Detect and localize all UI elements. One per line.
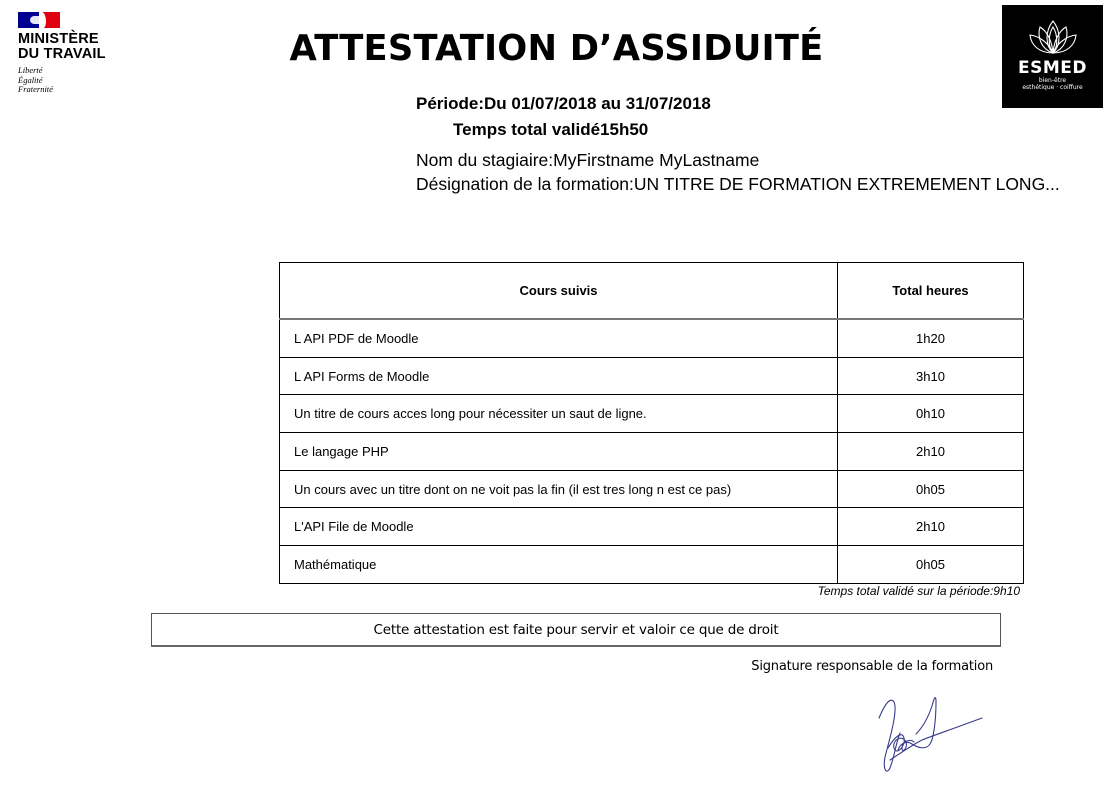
lotus-icon — [1027, 19, 1079, 55]
course-name: Le langage PHP — [280, 433, 838, 471]
esmed-tagline: bien-être — [1038, 77, 1067, 84]
trainee-name: Nom du stagiaire:MyFirstname MyLastname — [416, 150, 760, 170]
column-header-courses: Cours suivis — [280, 263, 838, 320]
period-total-time: Temps total validé sur la période:9h10 — [817, 584, 1020, 598]
period-text: Période:Du 01/07/2018 au 31/07/2018 — [416, 94, 711, 113]
table-row — [280, 433, 1024, 471]
course-name: Un titre de cours acces long pour nécessiter un saut de ligne. — [280, 395, 838, 433]
signature-image — [872, 688, 992, 778]
republic-motto: Liberté Égalité Fraternité — [18, 65, 53, 94]
table-header-row — [280, 263, 1024, 320]
course-hours: 2h10 — [838, 433, 1024, 471]
esmed-name: ESMED — [1018, 58, 1087, 78]
courses-table — [279, 262, 1024, 584]
table-row — [280, 546, 1024, 584]
table-row — [280, 508, 1024, 546]
course-name: L API PDF de Moodle — [280, 319, 838, 357]
course-name: Un cours avec un titre dont on ne voit pas la fin (il est tres long n est ce pas) — [280, 470, 838, 508]
course-name: L API Forms de Moodle — [280, 357, 838, 395]
total-validated-time: Temps total validé15h50 — [453, 120, 649, 139]
column-header-hours: Total heures — [838, 263, 1024, 320]
esmed-tagline-2: esthétique · coiffure — [1022, 84, 1083, 91]
table-row — [280, 357, 1024, 395]
course-hours: 0h05 — [838, 470, 1024, 508]
table-row — [280, 470, 1024, 508]
course-hours: 0h10 — [838, 395, 1024, 433]
course-hours: 1h20 — [838, 319, 1024, 357]
course-hours: 0h05 — [838, 546, 1024, 584]
formation-designation: Désignation de la formation:UN TITRE DE FORMATION EXTREMEMENT LONG... — [416, 174, 1060, 194]
course-name: L'API File de Moodle — [280, 508, 838, 546]
course-name: Mathématique — [280, 546, 838, 584]
attestation-statement: Cette attestation est faite pour servir et valoir ce que de droit — [151, 613, 1001, 647]
course-hours: 3h10 — [838, 357, 1024, 395]
esmed-logo — [1002, 5, 1103, 108]
ministry-name: MINISTÈRE DU TRAVAIL — [18, 31, 106, 62]
signature-label: Signature responsable de la formation — [751, 659, 993, 674]
page-title: ATTESTATION D’ASSIDUITÉ — [289, 28, 824, 69]
table-row — [280, 395, 1024, 433]
table-row — [280, 319, 1024, 357]
course-hours: 2h10 — [838, 508, 1024, 546]
french-flag-icon — [18, 12, 60, 28]
